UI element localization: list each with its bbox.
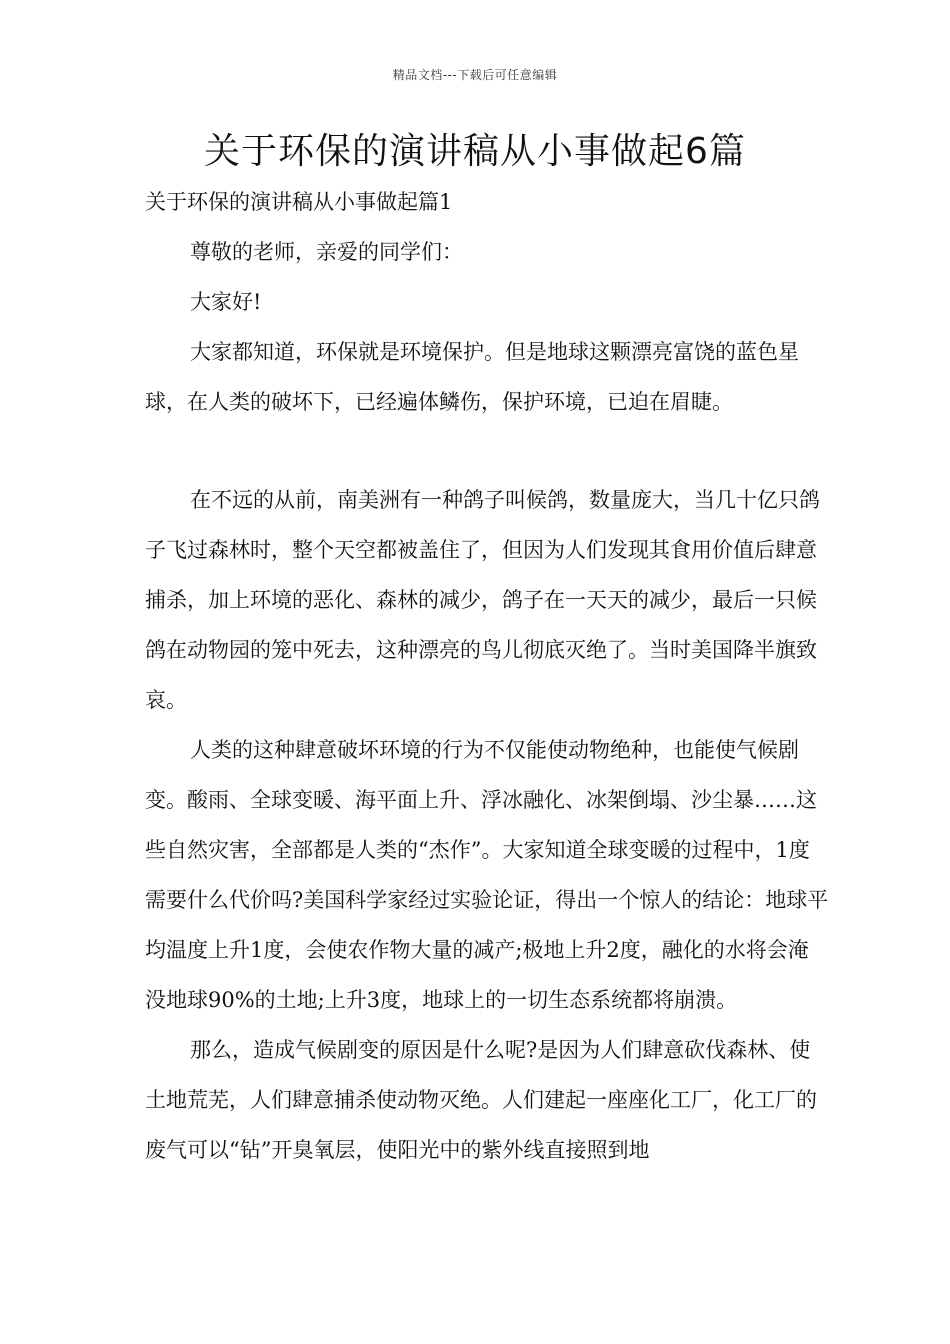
body-paragraph: 人类的这种肆意破坏环境的行为不仅能使动物绝种，也能使气候剧变。酸雨、全球变暖、海平面上升、浮冰融化、冰架倒塌、沙尘暴……这些自然灾害，全部都是人类的“杰作”。大家知道全球变暖的过程中，1度需要什么代价吗?美国科学家经过实验论证，得出一个惊人的结论：地球平均温度上升1度，会使农作物大量的减产;极地上升2度，融化的水将会淹没地球90%的土地;上升3度，地球上的一切生态系统都将崩溃。 <box>145 738 829 1012</box>
body-paragraph: 大家都知道，环保就是环境保护。但是地球这颗漂亮富饶的蓝色星球，在人类的破坏下，已经遍体鳞伤，保护环境，已迫在眉睫。 <box>145 340 799 414</box>
section-heading: 关于环保的演讲稿从小事做起篇1 <box>145 190 453 214</box>
body-paragraph: 在不远的从前，南美洲有一种鸽子叫候鸽，数量庞大，当几十亿只鸽子飞过森林时，整个天空都被盖住了，但因为人们发现其食用价值后肆意捕杀，加上环境的恶化、森林的减少，鸽子在一天天的减少，最后一只候鸽在动物园的笼中死去，这种漂亮的鸟儿彻底灭绝了。当时美国降半旗致哀。 <box>145 488 820 712</box>
header-note: 精品文档---下载后可任意编辑 <box>392 68 558 82</box>
document-title: 关于环保的演讲稿从小事做起6篇 <box>204 131 746 172</box>
salutation-paragraph: 大家好! <box>190 290 262 314</box>
body-paragraph: 那么，造成气候剧变的原因是什么呢?是因为人们肆意砍伐森林、使土地荒芜，人们肆意捕杀使动物灭绝。人们建起一座座化工厂，化工厂的废气可以“钻”开臭氧层，使阳光中的紫外线直接照到地 <box>145 1038 817 1162</box>
document-body <box>145 177 829 1175</box>
greeting-paragraph: 尊敬的老师，亲爱的同学们： <box>190 240 463 264</box>
